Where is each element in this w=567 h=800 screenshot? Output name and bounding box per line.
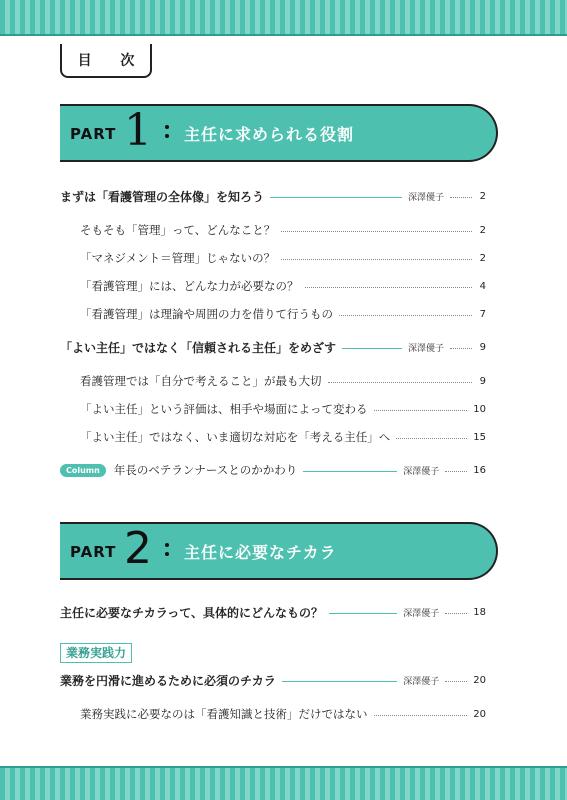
entry-title: 「よい主任」ではなく「信頼される主任」をめざす bbox=[60, 340, 337, 355]
entry-title: 業務を円滑に進めるために必須のチカラ bbox=[60, 673, 276, 688]
toc-entry[interactable] bbox=[60, 188, 486, 204]
entry-author: 深澤優子 bbox=[403, 608, 440, 619]
part-label: PART bbox=[70, 125, 117, 143]
leader-line bbox=[374, 715, 468, 716]
leader-dots bbox=[445, 681, 467, 682]
leader-line bbox=[342, 348, 402, 349]
leader-line bbox=[281, 259, 472, 260]
part-number: 2 bbox=[124, 523, 152, 574]
entry-title: 「よい主任」という評価は、相手や場面によって変わる bbox=[80, 402, 368, 416]
entry-page: 18 bbox=[473, 606, 486, 618]
entry-page: 15 bbox=[473, 431, 486, 443]
entry-author: 深澤優子 bbox=[403, 466, 440, 477]
top-stripe-decoration bbox=[0, 0, 567, 36]
entry-author: 深澤優子 bbox=[403, 676, 440, 687]
leader-line bbox=[303, 471, 397, 472]
leader-line bbox=[329, 613, 397, 614]
part-label: PART bbox=[70, 543, 117, 561]
part-2-banner bbox=[60, 522, 498, 580]
toc-entry[interactable] bbox=[80, 306, 486, 322]
entry-page: 16 bbox=[473, 464, 486, 476]
toc-entry[interactable] bbox=[80, 250, 486, 266]
entry-page: 2 bbox=[479, 224, 486, 236]
leader-line bbox=[281, 231, 472, 232]
column-badge: Column bbox=[60, 464, 106, 477]
toc-entry[interactable] bbox=[80, 401, 486, 417]
entry-page: 2 bbox=[479, 190, 486, 202]
toc-entry[interactable] bbox=[80, 429, 486, 445]
leader-line bbox=[270, 197, 402, 198]
entry-title: 業務実践に必要なのは「看護知識と技術」だけではない bbox=[80, 707, 368, 721]
leader-dots bbox=[445, 471, 467, 472]
toc-entry[interactable] bbox=[80, 222, 486, 238]
entry-title: 「よい主任」ではなく、いま適切な対応を「考える主任」へ bbox=[80, 430, 391, 444]
leader-line bbox=[339, 315, 472, 316]
entry-page: 20 bbox=[473, 674, 486, 686]
entry-title: 年長のベテランナースとのかかわり bbox=[113, 463, 298, 477]
toc-entry[interactable] bbox=[80, 706, 486, 722]
bottom-stripe-decoration bbox=[0, 766, 567, 800]
part-1-banner bbox=[60, 104, 498, 162]
section-label: 業務実践力 bbox=[60, 643, 132, 663]
leader-line bbox=[328, 382, 473, 383]
toc-entry-column[interactable] bbox=[60, 462, 486, 478]
toc-entry[interactable] bbox=[60, 604, 486, 620]
leader-line bbox=[282, 681, 397, 682]
part-title: 主任に求められる役割 bbox=[184, 125, 355, 144]
entry-title: 主任に必要なチカラって、具体的にどんなもの？ bbox=[60, 605, 324, 620]
entry-title: そもそも「管理」って、どんなこと？ bbox=[80, 223, 276, 237]
leader-dots bbox=[445, 613, 467, 614]
entry-page: 9 bbox=[479, 341, 486, 353]
toc-entry[interactable] bbox=[80, 278, 486, 294]
entry-title: 「看護管理」は理論や周囲の力を借りて行うもの bbox=[80, 307, 333, 321]
entry-title: まずは「看護管理の全体像」を知ろう bbox=[60, 189, 265, 204]
entry-page: 10 bbox=[473, 403, 486, 415]
leader-line bbox=[374, 410, 468, 411]
colon-ornament bbox=[165, 123, 170, 145]
part-number: 1 bbox=[124, 105, 152, 156]
entry-page: 2 bbox=[479, 252, 486, 264]
toc-entry[interactable] bbox=[60, 339, 486, 355]
entry-author: 深澤優子 bbox=[407, 192, 444, 203]
toc-heading: 目 次 bbox=[60, 44, 152, 78]
leader-line bbox=[305, 287, 473, 288]
entry-page: 4 bbox=[479, 280, 486, 292]
leader-dots bbox=[450, 348, 472, 349]
part-title: 主任に必要なチカラ bbox=[184, 543, 337, 562]
entry-title: 「看護管理」には、どんな力が必要なの？ bbox=[80, 279, 299, 293]
leader-line bbox=[396, 438, 467, 439]
toc-entry[interactable] bbox=[80, 373, 486, 389]
leader-dots bbox=[450, 197, 472, 198]
entry-title: 「マネジメント＝管理」じゃないの？ bbox=[80, 251, 276, 265]
colon-ornament bbox=[165, 541, 170, 563]
entry-page: 20 bbox=[473, 708, 486, 720]
entry-author: 深澤優子 bbox=[407, 343, 444, 354]
entry-page: 9 bbox=[479, 375, 486, 387]
toc-entry[interactable] bbox=[60, 672, 486, 688]
entry-title: 看護管理では「自分で考えること」が最も大切 bbox=[80, 374, 322, 388]
entry-page: 7 bbox=[479, 308, 486, 320]
